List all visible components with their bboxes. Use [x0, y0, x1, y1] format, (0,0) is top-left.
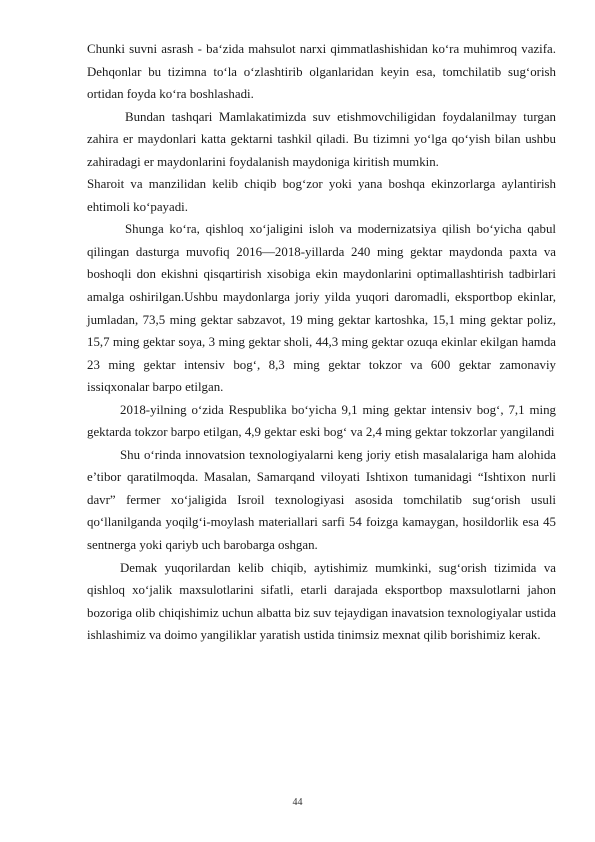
page-number: 44	[292, 797, 303, 808]
paragraph-reform-program: Shunga ko‘ra, qishloq xo‘jaligini isloh va modernizatsiya qilish bo‘yicha qabul qilingan dasturga muvofiq 2016—2018-yillarda 240 ming gektar maydonda paxta va boshoqli don ekishni qisqartirish xisobiga ekin maydonlarini optimallashtirish tadbirlari amalga oshirilgan.Ushbu maydonlarga joriy yilda yuqori daromadli, eksportbop ekinlar, jumladan, 73,5 ming gektar sabzavot, 19 ming gektar kartoshka, 15,1 ming gektar poliz, 15,7 ming gektar soya, 3 ming gektar sholi, 44,3 ming gektar ozuqa ekinlar ekilgan hamda 23 ming gektar intensiv bog‘, 8,3 ming gektar tokzor va 600 gektar zamonaviy issiqxonalar barpo etilgan.	[87, 222, 556, 395]
paragraph-orchard-conversion: Sharoit va manzilidan kelib chiqib bog‘zor yoki yana boshqa ekinzorlarga aylantirish ehtimoli ko‘payadi.	[87, 177, 556, 214]
paragraph-innovation-example: Shu o‘rinda innovatsion texnologiyalarni keng joriy etish masalalariga ham alohida e’tibor qaratilmoqda. Masalan, Samarqand viloyati Ishtixon tumanidagi “Ishtixon nurli davr” fermer xo‘jaligida Isroil texnologiyasi asosida tomchilatib sug‘orish usuli qo‘llanilganda yoqilg‘i-moylash materiallari sarfi 54 foizga kamaygan, hosildorlik esa 45 sentnerga yoki qariyb uch barobarga oshgan.	[87, 447, 556, 553]
document-page	[87, 38, 556, 647]
paragraph-conclusion: Demak yuqorilardan kelib chiqib, aytishimiz mumkinki, sug‘orish tizimida va qishloq xo‘jalik maxsulotlarini sifatli, etarli darajada eksportbop maxsulotlarni jahon bozoriga olib chiqishimiz uchun albatta biz suv tejaydigan inavatsion texnologiyalar ustida ishlashimiz va doimo yangiliklar yaratish ustida tinimsiz mexnat qilib borishimiz kerak.	[87, 560, 556, 643]
paragraph-reserve-land: Bundan tashqari Mamlakatimizda suv etishmovchiligidan foydalanilmay turgan zahira er maydonlari katta gektarni tashkil qiladi. Bu tizimni yo‘lga qo‘yish bilan ushbu zahiradagi er maydonlarini foydalanish maydoniga kiritish mumkin.	[87, 109, 556, 169]
paragraph-2018-results: 2018-yilning o‘zida Respublika bo‘yicha 9,1 ming gektar intensiv bog‘, 7,1 ming gektarda tokzor barpo etilgan, 4,9 gektar eski bog‘ va 2,4 ming gektar tokzorlar yangilandi	[87, 402, 556, 440]
paragraph-water-saving: Chunki suvni asrash - ba‘zida mahsulot narxi qimmatlashishidan ko‘ra muhimroq vazifa. Dehqonlar bu tizimna to‘la o‘zlashtirib olganlaridan keyin esa, tomchilatib sug‘orish ortidan foyda ko‘ra boshlashadi.	[87, 42, 556, 102]
